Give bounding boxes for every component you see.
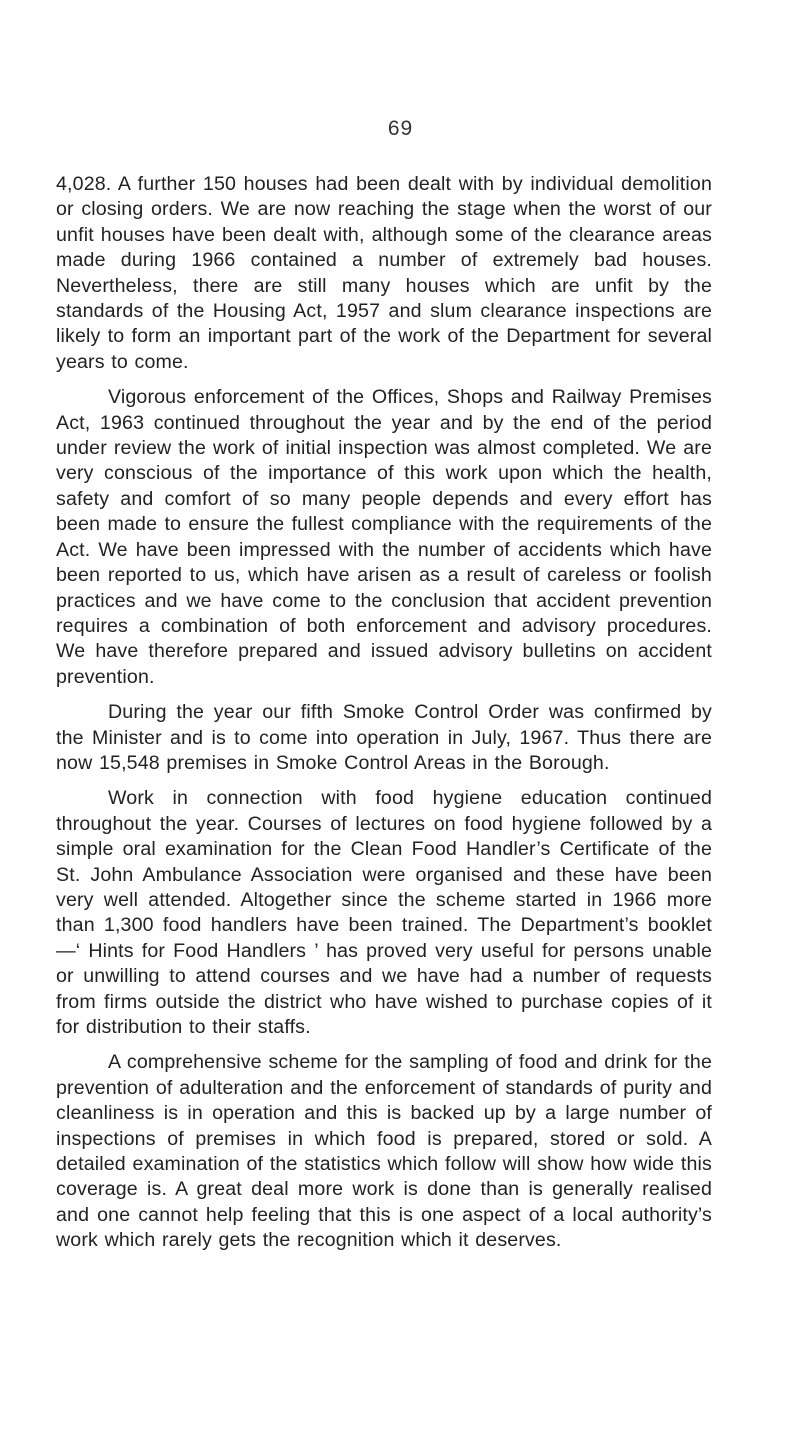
paragraph-food-hygiene-education: Work in connection with food hygiene education continued throughout the year. Courses of lectures on food hygiene followed by a simple oral examination for the Clean Food Handler’s Certificate of the St. John Ambulance Association were organised and these have been very well attended. Altogether since the scheme started in 1966 more than 1,300 food handlers have been trained. The Department’s booklet—‘ Hints for Food Handlers ’ has proved very useful for persons unable or unwilling to attend courses and we have had a number of requests from firms outside the district who have wished to purchase copies of it for distribution to their staffs. <box>56 787 712 1038</box>
paragraph-smoke-control: During the year our fifth Smoke Control Order was confirmed by the Minister and is to come into operation in July, 1967. Thus there are now 15,548 premises in Smoke Control Areas in the Borough. <box>56 701 712 774</box>
paragraph-food-sampling: A comprehensive scheme for the sampling of food and drink for the prevention of adulteration and the enforcement of standards of purity and cleanliness is in operation and this is backed up by a large number of inspections of premises in which food is prepared, stored or sold. A detailed examination of the statistics which follow will show how wide this coverage is. A great deal more work is done than is generally realised and one cannot help feeling that this is one aspect of a local authority’s work which rarely gets the recognition which it deserves. <box>56 1051 712 1252</box>
page-number: 69 <box>387 117 414 140</box>
body-text <box>56 172 712 1264</box>
paragraph-offices-shops-act: Vigorous enforcement of the Offices, Shops and Railway Premises Act, 1963 continued throughout the year and by the end of the period under review the work of initial inspection was almost completed. We are very conscious of the importance of this work upon which the health, safety and comfort of so many people depends and every effort has been made to ensure the fullest compliance with the requirements of the Act. We have been impressed with the number of accidents which have been reported to us, which have arisen as a result of careless or foolish practices and we have come to the conclusion that accident prevention requires a combination of both enforcement and advisory procedures. We have therefore prepared and issued advisory bulletins on accident prevention. <box>56 386 712 688</box>
paragraph-housing-continued: 4,028. A further 150 houses had been dealt with by individual demolition or closing orders. We are now reaching the stage when the worst of our unfit houses have been dealt with, although some of the clearance areas made during 1966 contained a number of extremely bad houses. Nevertheless, there are still many houses which are unfit by the standards of the Housing Act, 1957 and slum clearance inspections are likely to form an important part of the work of the Department for several years to come. <box>56 173 712 373</box>
